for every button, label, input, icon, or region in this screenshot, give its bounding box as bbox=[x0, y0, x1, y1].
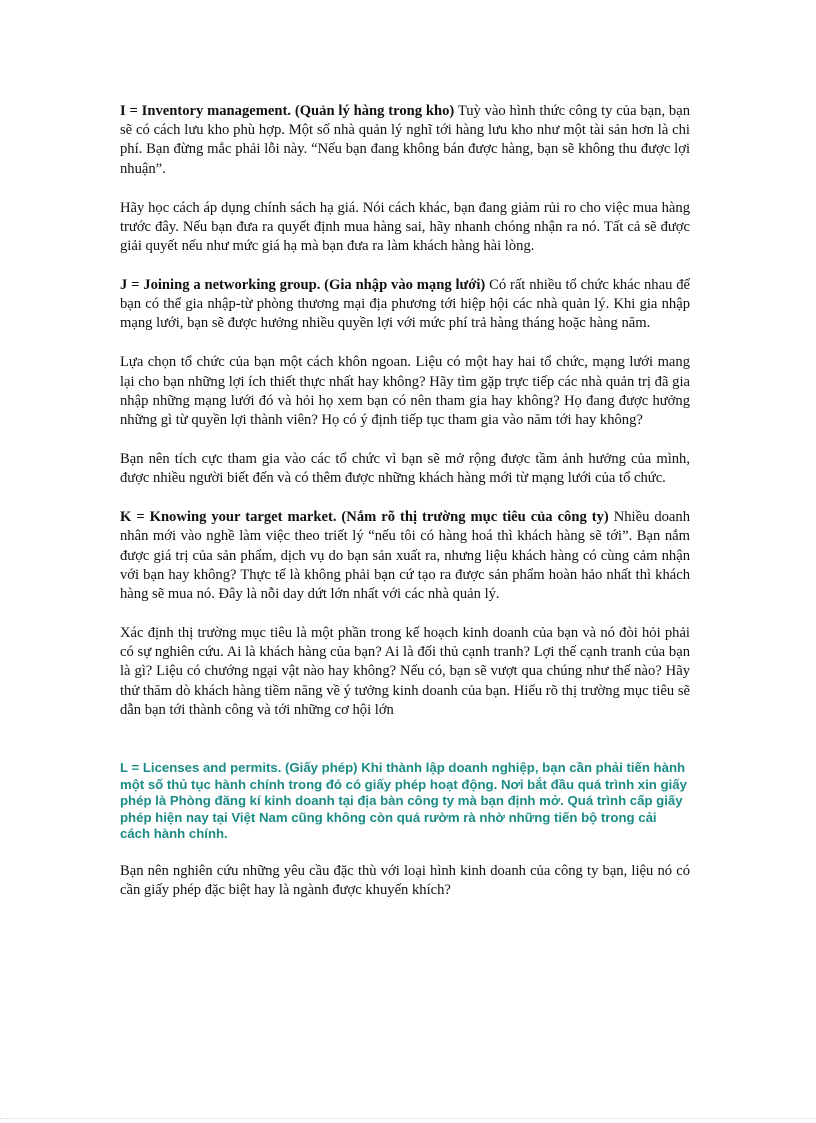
section-j-heading: J = Joining a networking group. (Gia nhập vào mạng lưới) bbox=[120, 277, 486, 294]
section-j-paragraph bbox=[120, 276, 690, 334]
section-j-paragraph-2: Lựa chọn tổ chức của bạn một cách khôn ngoan. Liệu có một hay hai tổ chức, mạng lưới mang lại cho bạn những lợi ích thiết thực nhất hay không? Hãy tìm gặp trực tiếp các nhà quản trị đã gia nhập những mạng lưới đó và hỏi họ xem bạn có nên tham gia hay không? Họ đang được hưởng những gì từ quyền lợi thành viên? Họ có ý định tiếp tục tham gia vào năm tới hay không? bbox=[120, 354, 690, 429]
section-i-paragraph-2: Hãy học cách áp dụng chính sách hạ giá. Nói cách khác, bạn đang giảm rủi ro cho việc mua hàng trước đây. Nếu bạn đưa ra quyết định mua hàng sai, hãy nhanh chóng nhận ra nó. Tất cả sẽ được giải quyết nếu như mức giá hạ mà bạn đưa ra làm khách hàng hài lòng. bbox=[120, 199, 690, 255]
section-j-body: Có rất nhiều tổ chức khác nhau để bạn có thể gia nhập-từ phòng thương mại địa phương tới hiệp hội các nhà quản lý. Khi gia nhập mạng lưới, bạn sẽ được hưởng nhiều quyền lợi với mức phí trả hàng tháng hoặc hàng năm. bbox=[120, 277, 690, 332]
section-k-paragraph-2: Xác định thị trường mục tiêu là một phần trong kế hoạch kinh doanh của bạn và nó đòi hỏi phải có sự nghiên cứu. Ai là khách hàng của bạn? Ai là đối thủ cạnh tranh? Lợi thế cạnh tranh của bạn là gì? Liệu có chướng ngại vật nào hay không? Nếu có, bạn sẽ vượt qua chúng như thế nào? Hãy thử thăm dò khách hàng tiềm năng về ý tưởng kinh doanh của bạn. Hiểu rõ thị trường mục tiêu sẽ dẫn bạn tới thành công và tới những cơ hội lớn bbox=[120, 625, 690, 718]
section-l-paragraph-2: Bạn nên nghiên cứu những yêu cầu đặc thù với loại hình kinh doanh của công ty bạn, liệu nó có cần giấy phép đặc biệt hay là ngành được khuyến khích? bbox=[120, 863, 690, 899]
page-bottom-divider bbox=[0, 1118, 816, 1119]
section-i-body: Tuỳ vào hình thức công ty của bạn, bạn sẽ có cách lưu kho phù hợp. Một số nhà quản lý nghĩ tới hàng lưu kho như một tài sản hơn là chi phí. Bạn đừng mắc phải lỗi này. “Nếu bạn đang không bán được hàng, bạn sẽ không thu được lợi nhuận”. bbox=[120, 103, 690, 177]
section-l-heading-paragraph: L = Licenses and permits. (Giấy phép) Khi thành lập doanh nghiệp, bạn cần phải tiến hành một số thủ tục hành chính trong đó có giấy phép hoạt động. Nơi bắt đầu quá trình xin giấy phép là Phòng đăng kí kinh doanh tại địa bàn công ty mà bạn định mở. Quá trình cấp giấy phép hiện nay tại Việt Nam cũng không còn quá rườm rà nhờ những tiến bộ trong cải cách hành chính. bbox=[120, 760, 687, 842]
section-j-paragraph-3: Bạn nên tích cực tham gia vào các tổ chức vì bạn sẽ mở rộng được tầm ảnh hưởng của mình, được nhiều người biết đến và có thêm được những khách hàng mới từ mạng lưới của tổ chức. bbox=[120, 451, 690, 487]
section-k-heading: K = Knowing your target market. (Nắm rõ thị trường mục tiêu của công ty) bbox=[120, 509, 609, 526]
document-page bbox=[120, 102, 690, 920]
section-k-paragraph bbox=[120, 508, 690, 604]
section-i-paragraph bbox=[120, 102, 690, 179]
section-i-heading: I = Inventory management. (Quản lý hàng trong kho) bbox=[120, 103, 455, 119]
section-k-body: Nhiều doanh nhân mới vào nghề làm việc theo triết lý “nếu tôi có hàng hoá thì khách hàng sẽ tới”. Bạn nắm được giá trị của sản phẩm, dịch vụ do bạn sản xuất ra, nhưng liệu khách hàng có cùng cảm nhận với bạn hay không? Thực tế là không phải bạn cứ tạo ra được sản phẩm hoàn hảo nhất thì khách hàng sẽ mua nó. Đây là nỗi day dứt lớn nhất với các nhà quản lý. bbox=[120, 509, 690, 603]
